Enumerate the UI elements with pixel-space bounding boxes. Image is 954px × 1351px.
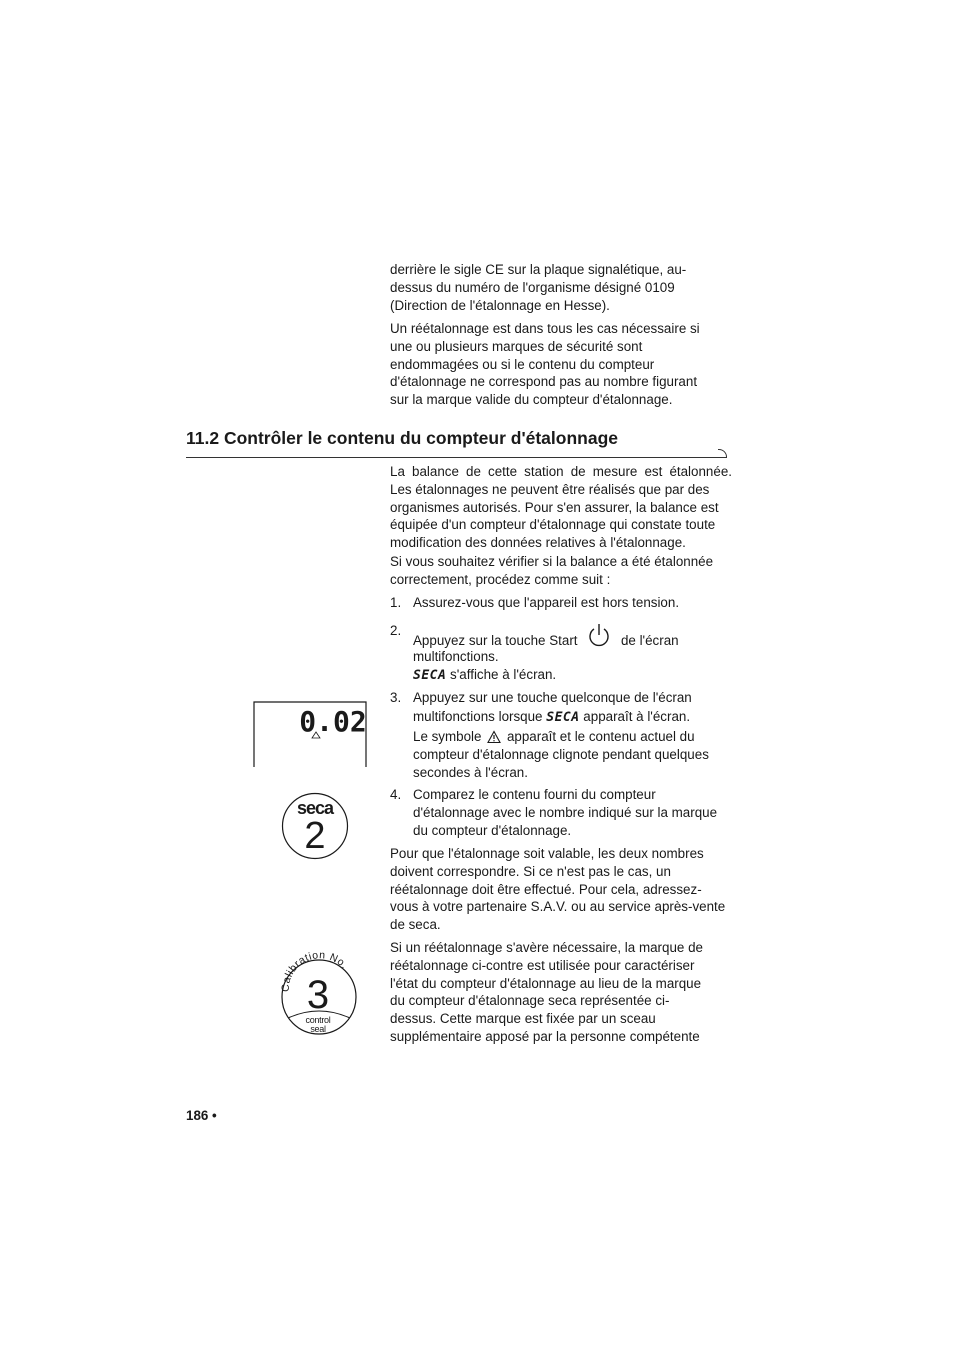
heading-rule-hook <box>718 449 727 458</box>
calibration-arc-text: Calibration No. <box>279 952 351 993</box>
calibration-number: 3 <box>306 973 330 1017</box>
text-line: dessus du numéro de l'organisme désigné 0109 <box>390 279 675 295</box>
heading-rule <box>186 457 726 458</box>
step-text: Le symbole <box>413 729 482 744</box>
text-line: correctement, procédez comme suit : <box>390 571 611 587</box>
text-line: organismes autorisés. Pour s'en assurer, la balance est <box>390 499 719 515</box>
text-line: sur la marque valide du compteur d'étalonnage. <box>390 392 673 408</box>
calibration-bottom-line-1: control <box>305 1015 331 1025</box>
page-number: 186 • <box>186 1108 217 1123</box>
step-text-line-4: compteur d'étalonnage clignote pendant quelques <box>413 747 709 762</box>
calibration-seal-figure <box>279 952 359 1038</box>
section-paragraph-2 <box>390 553 732 589</box>
step-text: apparaît à l'écran. <box>583 709 691 724</box>
step-text-line-2 <box>413 708 735 727</box>
text-line: Pour que l'étalonnage soit valable, les deux nombres <box>390 846 704 861</box>
text-line: du compteur d'étalonnage seca représentée ci- <box>390 993 670 1009</box>
intro-paragraph-2 <box>390 320 732 409</box>
lcd-seca-word: SECA <box>546 710 580 725</box>
section-title: 11.2 Contrôler le contenu du compteur d'étalonnage <box>186 428 619 448</box>
step-text: multifonctions lorsque <box>413 709 543 724</box>
step-number: 3. <box>390 690 402 705</box>
text-line: une ou plusieurs marques de sécurité sont <box>390 338 643 354</box>
step-number: 4. <box>390 787 402 802</box>
step-text-line-3 <box>413 666 735 685</box>
text-line: Un réétalonnage est dans tous les cas nécessaire si <box>390 321 700 336</box>
text-line: La balance de cette station de mesure est étalonnée. <box>390 464 732 479</box>
step-2 <box>390 622 735 686</box>
text-line: d'étalonnage ne correspond pas au nombre figurant <box>390 374 698 390</box>
text-line: Si vous souhaitez vérifier si la balance a été étalonnée <box>390 554 714 569</box>
text-line: derrière le sigle CE sur la plaque signalétique, au- <box>390 262 687 277</box>
text-line: vous à votre partenaire S.A.V. ou au service après-vente <box>390 899 726 915</box>
text-line: dessus. Cette marque est fixée par un sceau <box>390 1011 656 1027</box>
lcd-seca-word: SECA <box>413 668 447 683</box>
step-number: 2. <box>390 623 402 638</box>
step-text-post: de l'écran <box>620 633 679 648</box>
seal-number: 2 <box>304 815 326 857</box>
text-line: (Direction de l'étalonnage en Hesse). <box>390 297 610 313</box>
section-paragraph-1 <box>390 463 732 552</box>
text-line: doivent correspondre. Si ce n'est pas le cas, un <box>390 863 671 879</box>
display-value: 0.02 <box>299 705 367 738</box>
step-text: s'affiche à l'écran. <box>450 667 557 682</box>
calibration-bottom-line-2: seal <box>310 1024 326 1034</box>
seal-brand: seca <box>296 798 334 818</box>
text-line: Si un réétalonnage s'avère nécessaire, la marque de <box>390 940 703 955</box>
after-paragraph-1 <box>390 845 732 934</box>
text-line: modification des données relatives à l'étalonnage. <box>390 535 686 551</box>
text-line: endommagées ou si le contenu du compteur <box>390 356 655 372</box>
text-line: d'étalonnage avec le nombre indiqué sur la marque <box>413 804 718 820</box>
text-line: Les étalonnages ne peuvent être réalisés que par des <box>390 481 710 497</box>
text-line: Comparez le contenu fourni du compteur <box>413 787 656 802</box>
intro-paragraph-1 <box>390 261 732 314</box>
step-text <box>413 786 735 839</box>
text-line: de seca. <box>390 917 441 933</box>
step-text-line-5: secondes à l'écran. <box>413 765 528 780</box>
text-line: réétalonnage ci-contre est utilisée pour caractériser <box>390 957 695 973</box>
step-text-line-2: multifonctions. <box>413 649 499 664</box>
step-number: 1. <box>390 595 402 610</box>
step-text: apparaît et le contenu actuel du <box>506 729 695 744</box>
step-text: Appuyez sur une touche quelconque de l'écran <box>413 690 692 705</box>
seca-seal-figure <box>281 792 349 860</box>
step-text-pre: Appuyez sur la touche Start <box>413 633 578 648</box>
text-line: supplémentaire apposé par la personne compétente <box>390 1028 700 1044</box>
text-line: équipée d'un compteur d'étalonnage qui constate toute <box>390 517 716 533</box>
after-paragraph-2 <box>390 939 732 1046</box>
text-line: l'état du compteur d'étalonnage au lieu de la marque <box>390 975 702 991</box>
text-line: du compteur d'étalonnage. <box>413 822 572 838</box>
step-text: Assurez-vous que l'appareil est hors tension. <box>413 595 680 610</box>
text-line: réétalonnage doit être effectué. Pour cela, adressez- <box>390 881 702 897</box>
display-figure <box>253 701 367 767</box>
